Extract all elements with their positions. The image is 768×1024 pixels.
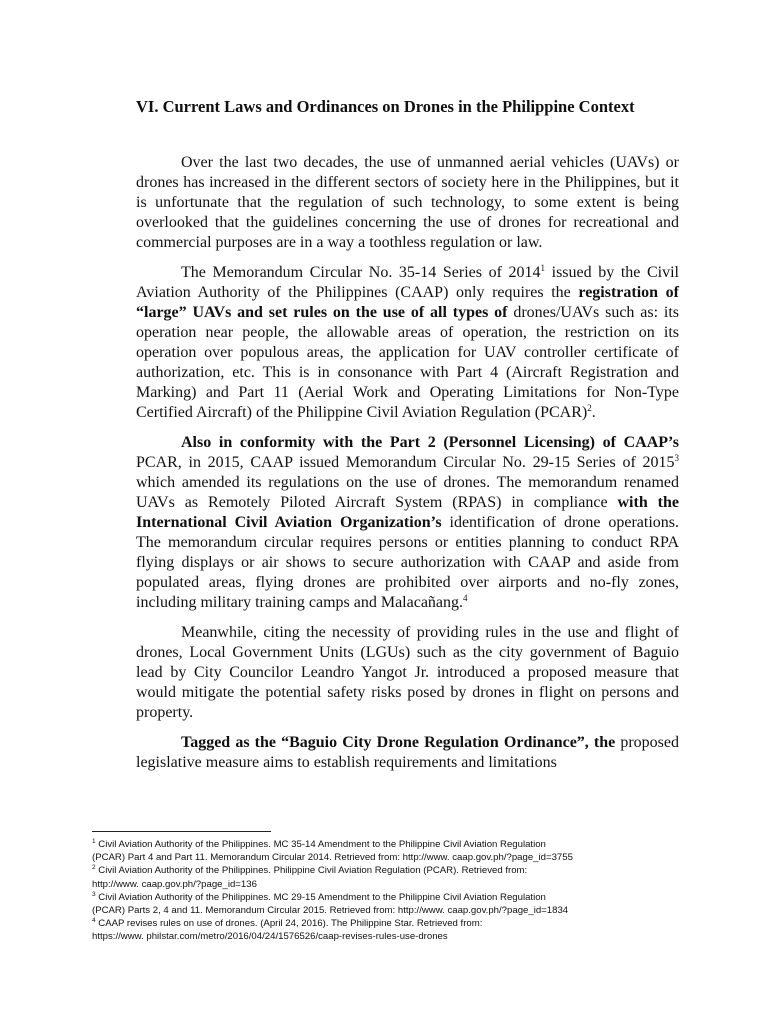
footnote-number: 2 bbox=[92, 864, 96, 872]
paragraph-2 bbox=[136, 263, 679, 423]
footnote-ref-3[interactable]: 3 bbox=[674, 453, 679, 463]
footnote-text: (PCAR) Part 4 and Part 11. Memorandum Circular 2014. Retrieved from: http://www. caap.gov.ph/?page_id=3755 bbox=[92, 852, 573, 864]
body-text bbox=[136, 153, 679, 773]
paragraph-2-text-b: issued by the Civil Aviation Authority of the Philippines (CAAP) only requires the bbox=[136, 264, 679, 301]
paragraph-3 bbox=[136, 433, 679, 613]
paragraph-3-text-b: which amended its regulations on the use of drones. The memorandum renamed UAVs as Remotely Piloted Aircraft System (RPAS) in compliance bbox=[136, 474, 679, 511]
footnote-number: 4 bbox=[92, 917, 96, 925]
footnote-text: CAAP revises rules on use of drones. (April 24, 2016). The Philippine Star. Retrieved from: bbox=[95, 918, 483, 930]
paragraph-2-bold: registration of “large” UAVs and set rules on the use of all types of bbox=[136, 284, 679, 321]
paragraph-2-text-c: drones/UAVs such as: its operation near people, the allowable areas of operation, the restriction on its operation over populous areas, the application for UAV controller certificate of authorization, etc. This is in consonance with Part 4 (Aircraft Registration and Marking) and Part 11 (Aerial Work and Operating Limitations for Non-Type Certified Aircraft) of the Philippine Civil Aviation Regulation (PCAR) bbox=[136, 304, 679, 421]
paragraph-1 bbox=[136, 153, 679, 253]
footnote-separator bbox=[92, 831, 271, 832]
footnote-2 bbox=[92, 864, 682, 890]
footnote-number: 1 bbox=[92, 838, 96, 845]
footnote-3 bbox=[92, 891, 682, 917]
footnote-text: Civil Aviation Authority of the Philippines. MC 35-14 Amendment to the Philippine Civil Aviation Regulation bbox=[95, 839, 546, 850]
paragraph-4 bbox=[136, 623, 679, 723]
paragraph-5 bbox=[136, 733, 679, 773]
paragraph-5-bold: Tagged as the “Baguio City Drone Regulation Ordinance”, the bbox=[181, 734, 616, 751]
paragraph-2-text-a: The Memorandum Circular No. 35-14 Series of 2014 bbox=[181, 264, 541, 281]
footnote-text: (PCAR) Parts 2, 4 and 11. Memorandum Circular 2015. Retrieved from: http://www. caap.gov.ph/?page_id=1834 bbox=[92, 905, 569, 917]
paragraph-4-text: Meanwhile, citing the necessity of providing rules in the use and flight of drones, Local Government Units (LGUs) such as the city government of Baguio lead by City Councilor Leandro Yangot Jr. introduced a proposed measure that would mitigate the potential safety risks posed by drones in flight on persons and property. bbox=[136, 624, 679, 721]
footnote-number: 3 bbox=[92, 890, 96, 898]
footnote-text: https://www. philstar.com/metro/2016/04/24/1576526/caap-revises-rules-use-drones bbox=[92, 931, 448, 943]
section-heading: VI. Current Laws and Ordinances on Drones in the Philippine Context bbox=[136, 97, 635, 116]
footnote-text: http://www. caap.gov.ph/?page_id=136 bbox=[92, 878, 257, 890]
paragraph-5-text: proposed legislative measure aims to establish requirements and limitations bbox=[136, 734, 679, 771]
footnote-text: Civil Aviation Authority of the Philippines. Philippine Civil Aviation Regulation (PCAR). Retrieved from: bbox=[95, 865, 528, 877]
footnotes bbox=[92, 838, 682, 944]
footnote-1 bbox=[92, 838, 682, 864]
footnote-ref-4[interactable]: 4 bbox=[463, 593, 468, 603]
paragraph-3-bold-2: with the International Civil Aviation Organization’s bbox=[136, 494, 680, 531]
footnote-text: Civil Aviation Authority of the Philippines. MC 29-15 Amendment to the Philippine Civil Aviation Regulation bbox=[95, 891, 546, 903]
paragraph-3-bold-1: Also in conformity with the Part 2 (Personnel Licensing) of CAAP’s bbox=[181, 434, 679, 451]
footnote-4 bbox=[92, 917, 682, 943]
paragraph-3-text-a: PCAR, in 2015, CAAP issued Memorandum Circular No. 29-15 Series of 2015 bbox=[136, 454, 675, 471]
paragraph-1-text: Over the last two decades, the use of unmanned aerial vehicles (UAVs) or drones has increased in the different sectors of society here in the Philippines, but it is unfortunate that the regulation of such technology, to some extent is being overlooked that the guidelines concerning the use of drones for recreational and commercial purposes are in a way a toothless regulation or law. bbox=[136, 154, 679, 251]
paragraph-3-text-c: identification of drone operations. The memorandum circular requires persons or entities planning to conduct RPA flying displays or air shows to secure authorization with CAAP and aside from populated areas, flying drones are prohibited over airports and no-fly zones, including military training camps and Malacañang. bbox=[136, 514, 679, 611]
footnote-ref-1[interactable]: 1 bbox=[540, 263, 546, 273]
footnote-ref-2[interactable]: 2 bbox=[587, 403, 592, 413]
paragraph-2-text-d: . bbox=[591, 404, 596, 421]
